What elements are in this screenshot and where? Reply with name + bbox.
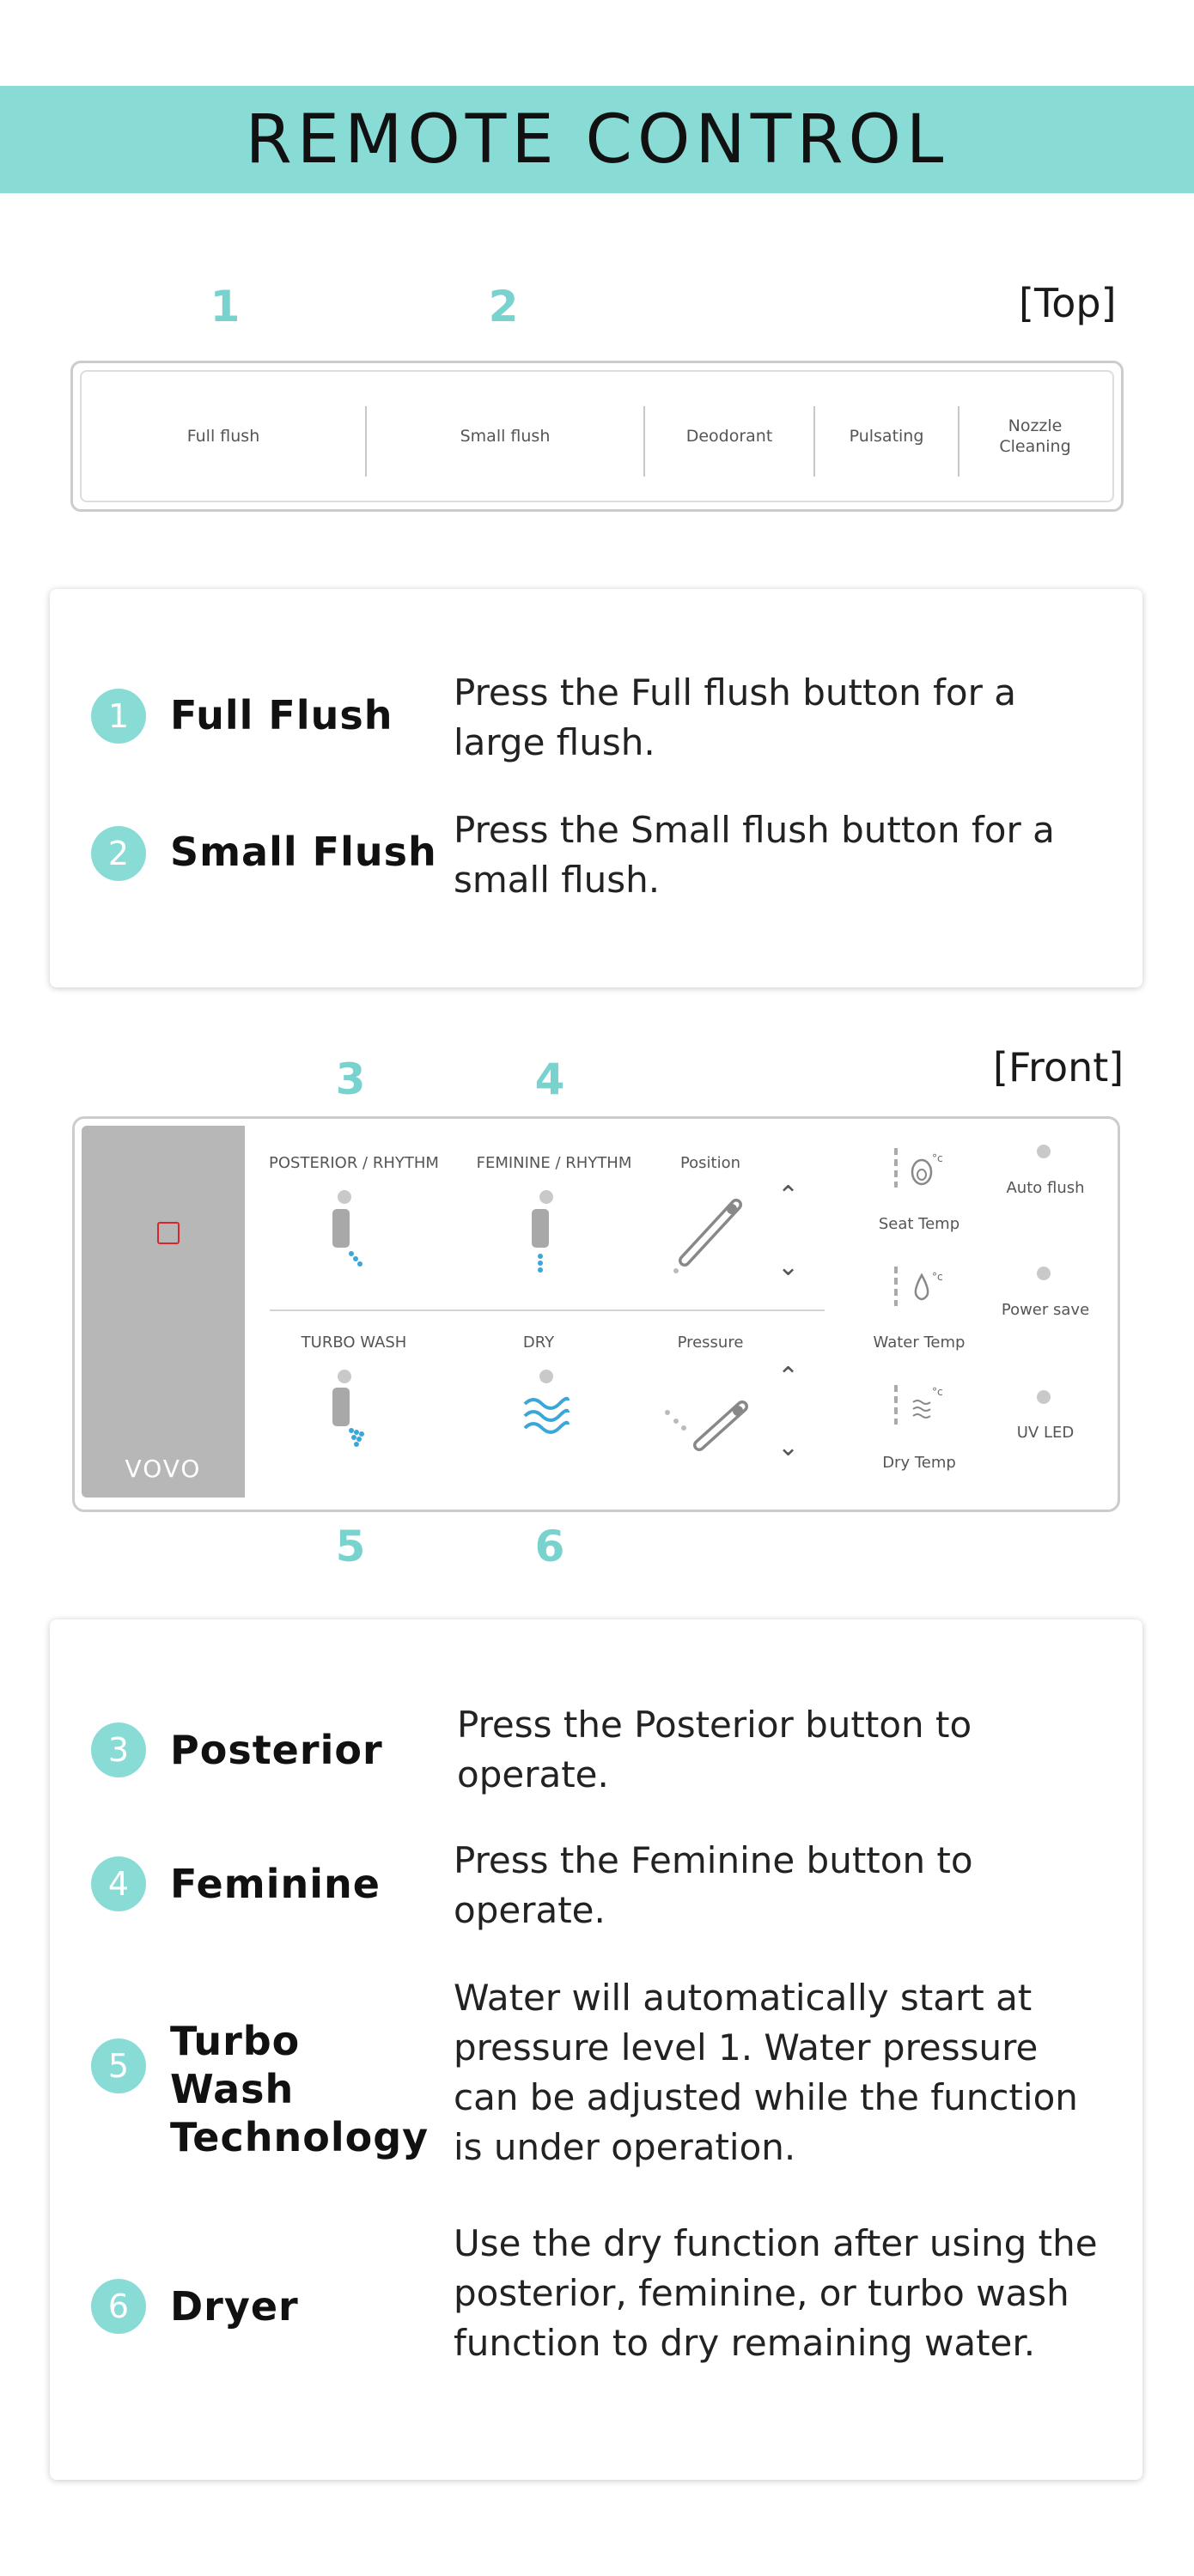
- celsius-unit: °c: [932, 1271, 943, 1283]
- front-view-label: [Front]: [993, 1044, 1124, 1091]
- power-side-panel: [82, 1126, 245, 1498]
- position-icon[interactable]: [667, 1192, 753, 1278]
- feature-name: Posterior: [170, 1727, 383, 1773]
- feature-number-badge: 1: [91, 689, 146, 744]
- uv-led-label[interactable]: UV LED: [1016, 1424, 1075, 1442]
- dry-temp-label: Dry Temp: [882, 1454, 956, 1472]
- top-view-label: [Top]: [1019, 280, 1117, 326]
- small-flush-button[interactable]: Small flush: [460, 427, 551, 446]
- pressure-down-chevron-icon[interactable]: ⌃: [777, 1430, 800, 1460]
- feminine-icon[interactable]: [527, 1209, 562, 1282]
- dry-temp-icon[interactable]: [891, 1382, 951, 1433]
- position-up-chevron-icon[interactable]: ⌃: [777, 1181, 800, 1211]
- seat-temp-icon[interactable]: [891, 1145, 951, 1196]
- feature-number-badge: 2: [91, 826, 146, 881]
- top-panel-inner: [80, 370, 1114, 502]
- pressure-up-chevron-icon[interactable]: ⌃: [777, 1362, 800, 1392]
- position-label: Position: [679, 1154, 741, 1172]
- feature-name: Turbo Wash Technology: [170, 2018, 429, 2160]
- feature-name: Full Flush: [170, 692, 393, 738]
- feature-description: Water will automatically start at pressure level 1. Water pressure can be adjusted while the function is under operation.: [454, 1977, 1078, 2168]
- callout-number-1: 1: [210, 282, 241, 331]
- indicator-dot: [338, 1370, 351, 1383]
- power-button[interactable]: [157, 1222, 180, 1244]
- feminine-label: FEMININE / RHYTHM: [476, 1154, 632, 1172]
- celsius-unit: °c: [932, 1386, 943, 1398]
- feature-description: Press the Small flush button for a small flush.: [454, 809, 1055, 901]
- indicator-dot: [539, 1370, 553, 1383]
- front-control-panel: [72, 1116, 1120, 1512]
- feature-description: Use the dry function after using the posterior, feminine, or turbo wash function to dry remaining water.: [454, 2222, 1098, 2364]
- full-flush-button[interactable]: Full flush: [186, 427, 260, 446]
- water-temp-icon[interactable]: [891, 1263, 951, 1315]
- indicator-dot: [338, 1190, 351, 1204]
- panel-divider: [270, 1309, 825, 1311]
- callout-number-5: 5: [335, 1522, 366, 1571]
- power-save-label[interactable]: Power save: [1001, 1301, 1090, 1319]
- title-banner: [0, 86, 1194, 193]
- water-temp-label: Water Temp: [873, 1334, 966, 1352]
- celsius-unit: °c: [932, 1152, 943, 1164]
- dry-waves-icon[interactable]: [521, 1394, 570, 1437]
- indicator-dot: [1037, 1267, 1051, 1280]
- callout-number-2: 2: [488, 282, 519, 331]
- feature-number-badge: 6: [91, 2279, 146, 2334]
- feature-name: Small Flush: [170, 829, 437, 875]
- feature-description: Press the Full flush button for a large flush.: [454, 671, 1016, 763]
- pulsating-button[interactable]: Pulsating: [849, 427, 924, 446]
- wash-info-card: [50, 1619, 1142, 2480]
- feature-number-badge: 5: [91, 2038, 146, 2093]
- feature-number-badge: 3: [91, 1722, 146, 1777]
- deodorant-button[interactable]: Deodorant: [685, 427, 773, 446]
- feature-description: Press the Posterior button to operate.: [457, 1704, 972, 1795]
- posterior-icon[interactable]: [324, 1209, 375, 1278]
- pressure-label: Pressure: [677, 1334, 744, 1352]
- indicator-dot: [539, 1190, 553, 1204]
- brand-logo: VOVO: [125, 1455, 202, 1483]
- callout-number-3: 3: [335, 1054, 366, 1104]
- auto-flush-label[interactable]: Auto flush: [1006, 1179, 1085, 1197]
- feature-name: Feminine: [170, 1861, 381, 1907]
- turbo-wash-label: TURBO WASH: [301, 1334, 407, 1352]
- turbo-wash-icon[interactable]: [324, 1388, 375, 1456]
- nozzle-cleaning-button[interactable]: Nozzle Cleaning: [999, 416, 1071, 456]
- feature-name: Dryer: [170, 2283, 299, 2330]
- feature-description: Press the Feminine button to operate.: [454, 1839, 973, 1931]
- callout-number-4: 4: [534, 1054, 565, 1104]
- page-title: REMOTE CONTROL: [245, 100, 949, 179]
- indicator-dot: [1037, 1390, 1051, 1404]
- seat-temp-label: Seat Temp: [878, 1215, 960, 1233]
- callout-number-6: 6: [534, 1522, 565, 1571]
- flush-info-card: [50, 589, 1142, 987]
- position-down-chevron-icon[interactable]: ⌃: [777, 1249, 800, 1279]
- dry-label: DRY: [522, 1334, 555, 1352]
- top-button-panel: [70, 361, 1124, 512]
- indicator-dot: [1037, 1145, 1051, 1158]
- pressure-icon[interactable]: [661, 1394, 755, 1462]
- feature-number-badge: 4: [91, 1856, 146, 1911]
- posterior-label: POSTERIOR / RHYTHM: [269, 1154, 439, 1172]
- divider: [958, 406, 959, 477]
